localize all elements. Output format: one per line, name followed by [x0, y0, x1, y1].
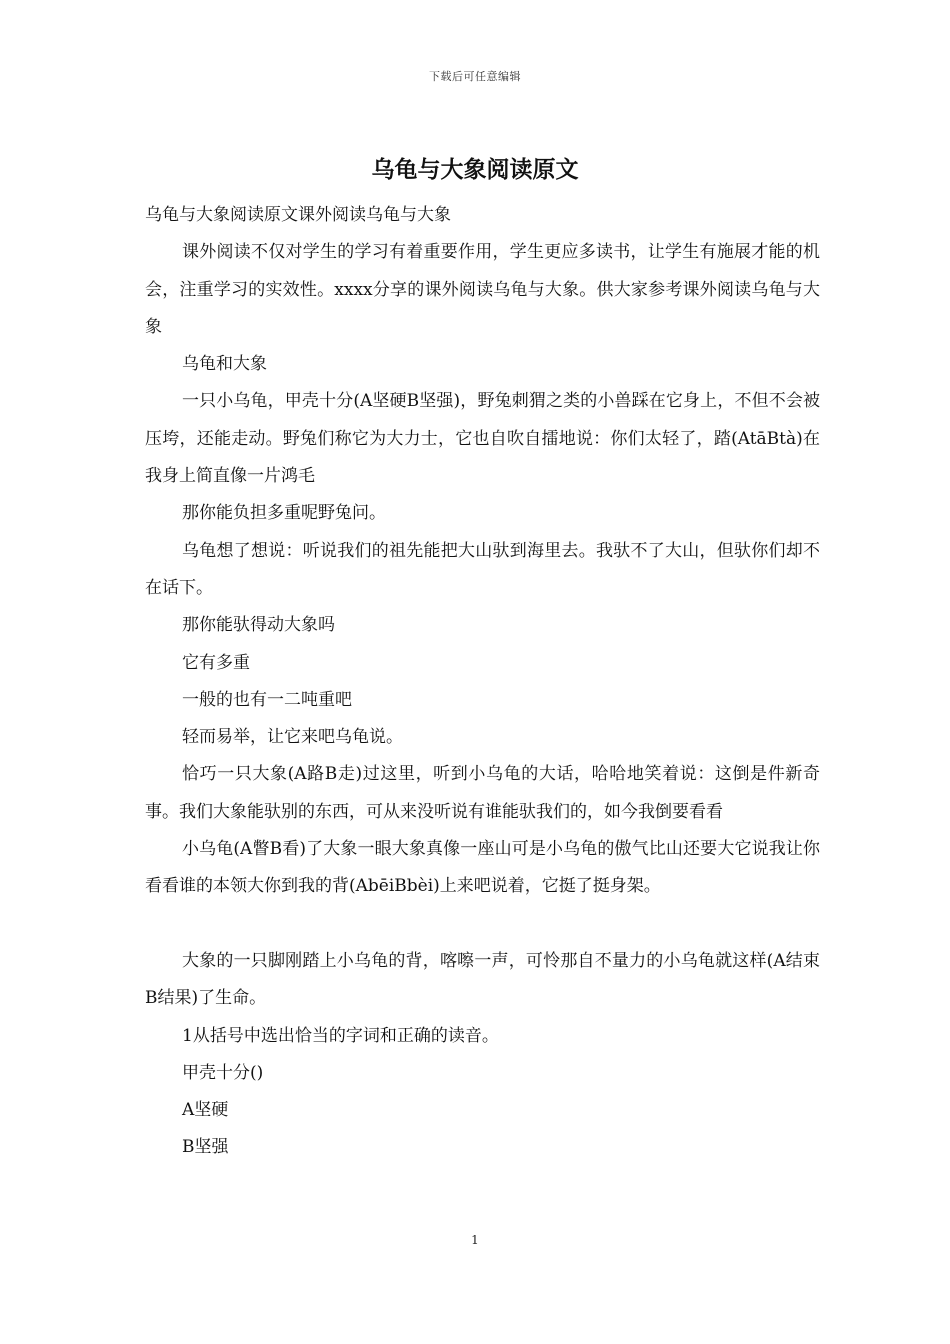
paragraph: 乌龟想了想说：听说我们的祖先能把大山驮到海里去。我驮不了大山，但驮你们却不在话下。	[145, 540, 820, 598]
page-number: 1	[471, 1233, 479, 1247]
paragraph: 小乌龟(A瞥B看)了大象一眼大象真像一座山可是小乌龟的傲气比山还要大它说我让你看看谁的本领大你到我的背(AbēiBbèi)上来吧说着，它挺了挺身架。	[145, 839, 820, 897]
answer-option: A坚硬	[182, 1100, 229, 1121]
blank-line	[145, 906, 820, 943]
question: 1从括号中选出恰当的字词和正确的读音。	[182, 1025, 499, 1046]
paragraph: 一只小乌龟，甲壳十分(A坚硬B坚强)，野兔刺猬之类的小兽踩在它身上，不但不会被压垮，还能走动。野兔们称它为大力士，它也自吹自擂地说：你们太轻了，踏(AtāBtà)在我身上简直像一片鸿毛	[145, 391, 820, 487]
document-body	[145, 197, 820, 1167]
paragraph: 大象的一只脚刚踏上小乌龟的背，喀嚓一声，可怜那自不量力的小乌龟就这样(A结束B结果)了生命。	[145, 950, 820, 1009]
header-note: 下载后可任意编辑	[429, 70, 521, 83]
paragraph-subtitle: 乌龟与大象阅读原文课外阅读乌龟与大象	[145, 205, 451, 225]
paragraph-story-heading: 乌龟和大象	[182, 354, 267, 375]
question-item: 甲壳十分()	[182, 1062, 264, 1083]
paragraph: 那你能驮得动大象吗	[182, 615, 335, 636]
paragraph: 它有多重	[182, 652, 250, 673]
paragraph: 轻而易举，让它来吧乌龟说。	[182, 727, 403, 748]
document-title: 乌龟与大象阅读原文	[371, 156, 579, 183]
paragraph: 恰巧一只大象(A路B走)过这里，听到小乌龟的大话，哈哈地笑着说：这倒是件新奇事。我们大象能驮别的东西，可从来没听说有谁能驮我们的，如今我倒要看看	[145, 764, 820, 822]
paragraph: 课外阅读不仅对学生的学习有着重要作用，学生更应多读书，让学生有施展才能的机会，注重学习的实效性。xxxx分享的课外阅读乌龟与大象。供大家参考课外阅读乌龟与大象	[145, 242, 820, 337]
paragraph: 一般的也有一二吨重吧	[182, 689, 352, 710]
paragraph: 那你能负担多重呢野兔问。	[182, 503, 386, 524]
answer-option: B坚强	[182, 1137, 229, 1158]
